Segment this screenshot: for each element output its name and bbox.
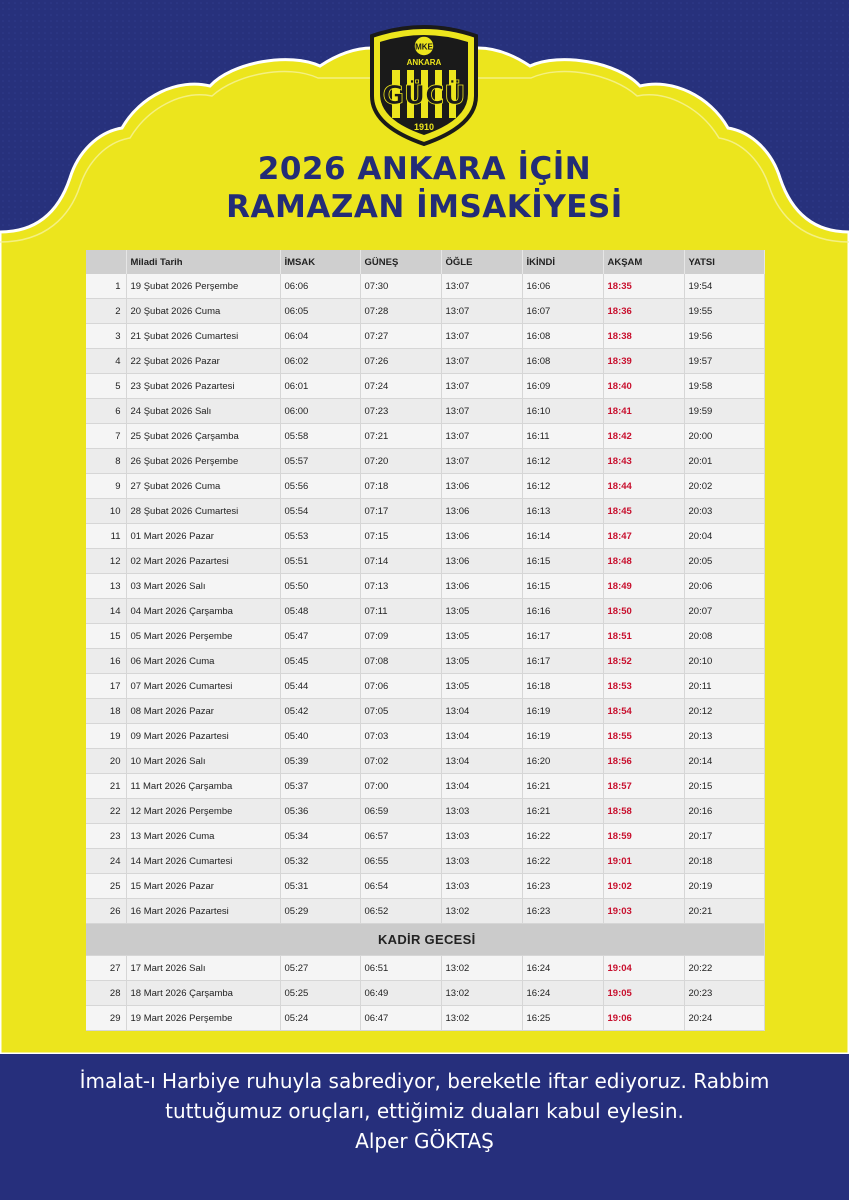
page-title-line2: RAMAZAN İMSAKİYESİ (226, 189, 623, 225)
cell-col-ogle: 13:07 (441, 449, 522, 474)
cell-col-aksam: 18:36 (603, 299, 684, 324)
cell-col-gunes: 06:57 (360, 824, 441, 849)
cell-col-ogle: 13:07 (441, 274, 522, 299)
cell-col-index: 25 (86, 874, 126, 899)
cell-col-aksam: 18:57 (603, 774, 684, 799)
cell-col-gunes: 06:54 (360, 874, 441, 899)
cell-col-imsak: 05:51 (280, 549, 360, 574)
cell-col-gunes: 07:18 (360, 474, 441, 499)
cell-col-imsak: 06:04 (280, 324, 360, 349)
table-row (86, 374, 764, 399)
cell-col-ogle: 13:06 (441, 474, 522, 499)
cell-col-aksam: 18:42 (603, 424, 684, 449)
cell-col-index: 3 (86, 324, 126, 349)
footer-message-line2: tuttuğumuz oruçları, ettiğimiz duaları kabul eylesin. (165, 1099, 684, 1123)
cell-col-aksam: 18:52 (603, 649, 684, 674)
cell-col-imsak: 05:44 (280, 674, 360, 699)
header-col-yatsi: YATSI (684, 250, 764, 274)
cell-col-ikindi: 16:12 (522, 449, 603, 474)
kadir-gecesi-label: KADİR GECESİ (86, 924, 764, 956)
cell-col-imsak: 05:29 (280, 899, 360, 924)
cell-col-aksam: 19:05 (603, 981, 684, 1006)
cell-col-aksam: 18:35 (603, 274, 684, 299)
cell-col-date: 12 Mart 2026 Perşembe (126, 799, 280, 824)
cell-col-aksam: 18:47 (603, 524, 684, 549)
cell-col-yatsi: 20:16 (684, 799, 764, 824)
cell-col-aksam: 18:45 (603, 499, 684, 524)
cell-col-ogle: 13:06 (441, 524, 522, 549)
cell-col-date: 02 Mart 2026 Pazartesi (126, 549, 280, 574)
cell-col-gunes: 07:11 (360, 599, 441, 624)
cell-col-aksam: 18:43 (603, 449, 684, 474)
cell-col-gunes: 07:08 (360, 649, 441, 674)
table-row (86, 724, 764, 749)
imsakiye-table (86, 250, 765, 1031)
cell-col-ikindi: 16:17 (522, 624, 603, 649)
cell-col-index: 17 (86, 674, 126, 699)
cell-col-yatsi: 20:07 (684, 599, 764, 624)
table-row (86, 824, 764, 849)
cell-col-imsak: 05:57 (280, 449, 360, 474)
cell-col-date: 27 Şubat 2026 Cuma (126, 474, 280, 499)
cell-col-imsak: 05:58 (280, 424, 360, 449)
cell-col-ikindi: 16:14 (522, 524, 603, 549)
table-row (86, 424, 764, 449)
cell-col-aksam: 18:56 (603, 749, 684, 774)
table-row (86, 899, 764, 924)
cell-col-date: 17 Mart 2026 Salı (126, 956, 280, 981)
cell-col-ogle: 13:07 (441, 349, 522, 374)
cell-col-yatsi: 20:17 (684, 824, 764, 849)
cell-col-date: 24 Şubat 2026 Salı (126, 399, 280, 424)
cell-col-index: 27 (86, 956, 126, 981)
cell-col-aksam: 19:03 (603, 899, 684, 924)
cell-col-ikindi: 16:23 (522, 874, 603, 899)
cell-col-index: 6 (86, 399, 126, 424)
cell-col-ogle: 13:02 (441, 956, 522, 981)
cell-col-yatsi: 20:04 (684, 524, 764, 549)
cell-col-index: 13 (86, 574, 126, 599)
cell-col-imsak: 06:06 (280, 274, 360, 299)
table-row (86, 1006, 764, 1031)
cell-col-yatsi: 20:18 (684, 849, 764, 874)
cell-col-imsak: 05:47 (280, 624, 360, 649)
cell-col-ikindi: 16:24 (522, 981, 603, 1006)
cell-col-ogle: 13:06 (441, 549, 522, 574)
cell-col-index: 9 (86, 474, 126, 499)
cell-col-imsak: 05:34 (280, 824, 360, 849)
cell-col-aksam: 18:55 (603, 724, 684, 749)
footer-signature: Alper GÖKTAŞ (355, 1129, 494, 1153)
cell-col-ikindi: 16:21 (522, 799, 603, 824)
cell-col-date: 26 Şubat 2026 Perşembe (126, 449, 280, 474)
cell-col-gunes: 07:03 (360, 724, 441, 749)
cell-col-ikindi: 16:07 (522, 299, 603, 324)
cell-col-aksam: 18:49 (603, 574, 684, 599)
table-row (86, 799, 764, 824)
cell-col-ogle: 13:04 (441, 749, 522, 774)
cell-col-date: 13 Mart 2026 Cuma (126, 824, 280, 849)
cell-col-aksam: 19:02 (603, 874, 684, 899)
cell-col-index: 11 (86, 524, 126, 549)
cell-col-aksam: 18:50 (603, 599, 684, 624)
cell-col-imsak: 05:50 (280, 574, 360, 599)
cell-col-aksam: 18:44 (603, 474, 684, 499)
cell-col-date: 19 Mart 2026 Perşembe (126, 1006, 280, 1031)
cell-col-aksam: 18:38 (603, 324, 684, 349)
cell-col-index: 28 (86, 981, 126, 1006)
cell-col-ikindi: 16:11 (522, 424, 603, 449)
table-row (86, 774, 764, 799)
table-row (86, 324, 764, 349)
cell-col-ikindi: 16:12 (522, 474, 603, 499)
cell-col-ikindi: 16:18 (522, 674, 603, 699)
footer-banner (0, 1054, 849, 1200)
cell-col-gunes: 07:28 (360, 299, 441, 324)
cell-col-gunes: 07:13 (360, 574, 441, 599)
cell-col-index: 8 (86, 449, 126, 474)
cell-col-yatsi: 20:01 (684, 449, 764, 474)
cell-col-ogle: 13:02 (441, 981, 522, 1006)
cell-col-ogle: 13:05 (441, 624, 522, 649)
header-col-gunes: GÜNEŞ (360, 250, 441, 274)
cell-col-ogle: 13:03 (441, 849, 522, 874)
cell-col-ikindi: 16:20 (522, 749, 603, 774)
cell-col-gunes: 06:52 (360, 899, 441, 924)
cell-col-gunes: 07:06 (360, 674, 441, 699)
cell-col-index: 18 (86, 699, 126, 724)
cell-col-yatsi: 19:57 (684, 349, 764, 374)
cell-col-index: 22 (86, 799, 126, 824)
cell-col-ikindi: 16:25 (522, 1006, 603, 1031)
header-col-index (86, 250, 126, 274)
cell-col-imsak: 05:32 (280, 849, 360, 874)
cell-col-aksam: 18:41 (603, 399, 684, 424)
table-row (86, 574, 764, 599)
cell-col-gunes: 06:55 (360, 849, 441, 874)
cell-col-imsak: 05:53 (280, 524, 360, 549)
cell-col-gunes: 07:09 (360, 624, 441, 649)
cell-col-imsak: 05:36 (280, 799, 360, 824)
cell-col-gunes: 07:23 (360, 399, 441, 424)
cell-col-index: 26 (86, 899, 126, 924)
cell-col-aksam: 18:53 (603, 674, 684, 699)
cell-col-ikindi: 16:13 (522, 499, 603, 524)
cell-col-ogle: 13:07 (441, 299, 522, 324)
cell-col-ikindi: 16:17 (522, 649, 603, 674)
cell-col-yatsi: 19:54 (684, 274, 764, 299)
cell-col-imsak: 05:37 (280, 774, 360, 799)
cell-col-yatsi: 20:00 (684, 424, 764, 449)
cell-col-imsak: 06:05 (280, 299, 360, 324)
header-col-imsak: İMSAK (280, 250, 360, 274)
cell-col-index: 7 (86, 424, 126, 449)
cell-col-yatsi: 19:59 (684, 399, 764, 424)
cell-col-date: 28 Şubat 2026 Cumartesi (126, 499, 280, 524)
cell-col-yatsi: 20:05 (684, 549, 764, 574)
cell-col-gunes: 07:15 (360, 524, 441, 549)
cell-col-ogle: 13:04 (441, 724, 522, 749)
cell-col-gunes: 07:21 (360, 424, 441, 449)
cell-col-index: 5 (86, 374, 126, 399)
cell-col-ogle: 13:07 (441, 324, 522, 349)
table-row (86, 699, 764, 724)
cell-col-index: 20 (86, 749, 126, 774)
cell-col-ikindi: 16:06 (522, 274, 603, 299)
cell-col-ikindi: 16:22 (522, 849, 603, 874)
cell-col-date: 03 Mart 2026 Salı (126, 574, 280, 599)
cell-col-imsak: 06:01 (280, 374, 360, 399)
header-col-aksam: AKŞAM (603, 250, 684, 274)
cell-col-imsak: 05:40 (280, 724, 360, 749)
table-row (86, 474, 764, 499)
cell-col-ikindi: 16:16 (522, 599, 603, 624)
cell-col-date: 09 Mart 2026 Pazartesi (126, 724, 280, 749)
table-row (86, 349, 764, 374)
cell-col-index: 19 (86, 724, 126, 749)
cell-col-gunes: 06:51 (360, 956, 441, 981)
table-row (86, 499, 764, 524)
cell-col-index: 21 (86, 774, 126, 799)
cell-col-imsak: 06:00 (280, 399, 360, 424)
cell-col-gunes: 07:05 (360, 699, 441, 724)
cell-col-yatsi: 19:58 (684, 374, 764, 399)
table-row (86, 674, 764, 699)
cell-col-yatsi: 20:15 (684, 774, 764, 799)
cell-col-date: 15 Mart 2026 Pazar (126, 874, 280, 899)
cell-col-yatsi: 20:06 (684, 574, 764, 599)
kadir-gecesi-row (86, 924, 764, 956)
logo-gucu: GÜCÜ (382, 81, 466, 111)
cell-col-ikindi: 16:10 (522, 399, 603, 424)
cell-col-gunes: 07:27 (360, 324, 441, 349)
cell-col-yatsi: 20:13 (684, 724, 764, 749)
cell-col-date: 25 Şubat 2026 Çarşamba (126, 424, 280, 449)
cell-col-ikindi: 16:19 (522, 699, 603, 724)
cell-col-imsak: 05:31 (280, 874, 360, 899)
cell-col-date: 07 Mart 2026 Cumartesi (126, 674, 280, 699)
cell-col-ikindi: 16:08 (522, 324, 603, 349)
cell-col-date: 19 Şubat 2026 Perşembe (126, 274, 280, 299)
cell-col-ogle: 13:07 (441, 374, 522, 399)
club-logo (366, 22, 482, 146)
cell-col-date: 05 Mart 2026 Perşembe (126, 624, 280, 649)
cell-col-gunes: 07:14 (360, 549, 441, 574)
cell-col-ogle: 13:07 (441, 424, 522, 449)
table-row (86, 874, 764, 899)
cell-col-gunes: 07:00 (360, 774, 441, 799)
cell-col-ikindi: 16:19 (522, 724, 603, 749)
cell-col-ogle: 13:04 (441, 699, 522, 724)
cell-col-gunes: 07:30 (360, 274, 441, 299)
cell-col-ogle: 13:06 (441, 499, 522, 524)
cell-col-date: 06 Mart 2026 Cuma (126, 649, 280, 674)
cell-col-gunes: 06:49 (360, 981, 441, 1006)
cell-col-ogle: 13:02 (441, 1006, 522, 1031)
cell-col-gunes: 06:59 (360, 799, 441, 824)
cell-col-ogle: 13:05 (441, 599, 522, 624)
table-row (86, 299, 764, 324)
cell-col-ogle: 13:05 (441, 674, 522, 699)
cell-col-index: 1 (86, 274, 126, 299)
cell-col-ogle: 13:03 (441, 799, 522, 824)
footer-message-line1: İmalat-ı Harbiye ruhuyla sabrediyor, bereketle iftar ediyoruz. Rabbim (79, 1069, 770, 1093)
cell-col-gunes: 07:17 (360, 499, 441, 524)
cell-col-yatsi: 20:11 (684, 674, 764, 699)
cell-col-date: 22 Şubat 2026 Pazar (126, 349, 280, 374)
table-row (86, 524, 764, 549)
cell-col-yatsi: 20:03 (684, 499, 764, 524)
cell-col-imsak: 05:56 (280, 474, 360, 499)
table-row (86, 549, 764, 574)
cell-col-index: 4 (86, 349, 126, 374)
cell-col-date: 14 Mart 2026 Cumartesi (126, 849, 280, 874)
cell-col-imsak: 05:42 (280, 699, 360, 724)
cell-col-imsak: 06:02 (280, 349, 360, 374)
cell-col-ogle: 13:02 (441, 899, 522, 924)
cell-col-aksam: 19:04 (603, 956, 684, 981)
table-row (86, 956, 764, 981)
cell-col-aksam: 19:06 (603, 1006, 684, 1031)
cell-col-date: 23 Şubat 2026 Pazartesi (126, 374, 280, 399)
header-col-ogle: ÖĞLE (441, 250, 522, 274)
cell-col-yatsi: 20:24 (684, 1006, 764, 1031)
cell-col-imsak: 05:54 (280, 499, 360, 524)
cell-col-ogle: 13:07 (441, 399, 522, 424)
cell-col-yatsi: 20:23 (684, 981, 764, 1006)
cell-col-date: 10 Mart 2026 Salı (126, 749, 280, 774)
cell-col-yatsi: 20:08 (684, 624, 764, 649)
cell-col-yatsi: 19:55 (684, 299, 764, 324)
cell-col-gunes: 07:24 (360, 374, 441, 399)
cell-col-imsak: 05:27 (280, 956, 360, 981)
cell-col-index: 16 (86, 649, 126, 674)
cell-col-ogle: 13:03 (441, 824, 522, 849)
cell-col-index: 2 (86, 299, 126, 324)
cell-col-date: 11 Mart 2026 Çarşamba (126, 774, 280, 799)
table-row (86, 649, 764, 674)
cell-col-index: 24 (86, 849, 126, 874)
cell-col-imsak: 05:39 (280, 749, 360, 774)
cell-col-index: 15 (86, 624, 126, 649)
table-row (86, 981, 764, 1006)
table-row (86, 749, 764, 774)
cell-col-ogle: 13:06 (441, 574, 522, 599)
cell-col-ikindi: 16:15 (522, 574, 603, 599)
cell-col-date: 18 Mart 2026 Çarşamba (126, 981, 280, 1006)
logo-ankara: ANKARA (406, 58, 442, 67)
cell-col-yatsi: 20:21 (684, 899, 764, 924)
table-row (86, 449, 764, 474)
cell-col-ikindi: 16:23 (522, 899, 603, 924)
cell-col-yatsi: 19:56 (684, 324, 764, 349)
table-row (86, 599, 764, 624)
cell-col-date: 08 Mart 2026 Pazar (126, 699, 280, 724)
cell-col-yatsi: 20:22 (684, 956, 764, 981)
cell-col-aksam: 18:54 (603, 699, 684, 724)
table-row (86, 624, 764, 649)
cell-col-gunes: 07:26 (360, 349, 441, 374)
cell-col-yatsi: 20:02 (684, 474, 764, 499)
cell-col-imsak: 05:25 (280, 981, 360, 1006)
cell-col-ikindi: 16:22 (522, 824, 603, 849)
cell-col-ikindi: 16:09 (522, 374, 603, 399)
cell-col-imsak: 05:45 (280, 649, 360, 674)
cell-col-imsak: 05:24 (280, 1006, 360, 1031)
cell-col-date: 04 Mart 2026 Çarşamba (126, 599, 280, 624)
cell-col-aksam: 18:58 (603, 799, 684, 824)
cell-col-date: 21 Şubat 2026 Cumartesi (126, 324, 280, 349)
cell-col-aksam: 18:40 (603, 374, 684, 399)
header-col-ikindi: İKİNDİ (522, 250, 603, 274)
cell-col-index: 29 (86, 1006, 126, 1031)
cell-col-date: 16 Mart 2026 Pazartesi (126, 899, 280, 924)
cell-col-ikindi: 16:08 (522, 349, 603, 374)
cell-col-gunes: 07:02 (360, 749, 441, 774)
cell-col-index: 10 (86, 499, 126, 524)
cell-col-aksam: 18:39 (603, 349, 684, 374)
cell-col-yatsi: 20:14 (684, 749, 764, 774)
page-title-line1: 2026 ANKARA İÇİN (257, 151, 592, 187)
cell-col-gunes: 07:20 (360, 449, 441, 474)
cell-col-aksam: 18:51 (603, 624, 684, 649)
cell-col-index: 14 (86, 599, 126, 624)
header-col-date: Miladi Tarih (126, 250, 280, 274)
cell-col-yatsi: 20:19 (684, 874, 764, 899)
cell-col-ikindi: 16:24 (522, 956, 603, 981)
cell-col-yatsi: 20:10 (684, 649, 764, 674)
cell-col-ikindi: 16:15 (522, 549, 603, 574)
table-row (86, 399, 764, 424)
cell-col-date: 20 Şubat 2026 Cuma (126, 299, 280, 324)
table-row (86, 849, 764, 874)
table-row (86, 274, 764, 299)
cell-col-ikindi: 16:21 (522, 774, 603, 799)
cell-col-aksam: 18:48 (603, 549, 684, 574)
cell-col-imsak: 05:48 (280, 599, 360, 624)
cell-col-ogle: 13:05 (441, 649, 522, 674)
cell-col-ogle: 13:03 (441, 874, 522, 899)
cell-col-index: 12 (86, 549, 126, 574)
cell-col-ogle: 13:04 (441, 774, 522, 799)
cell-col-aksam: 18:59 (603, 824, 684, 849)
cell-col-date: 01 Mart 2026 Pazar (126, 524, 280, 549)
cell-col-yatsi: 20:12 (684, 699, 764, 724)
table-header-row (86, 250, 764, 274)
cell-col-gunes: 06:47 (360, 1006, 441, 1031)
cell-col-index: 23 (86, 824, 126, 849)
logo-year: 1910 (413, 122, 435, 132)
logo-mke: MKE (415, 42, 433, 52)
cell-col-aksam: 19:01 (603, 849, 684, 874)
